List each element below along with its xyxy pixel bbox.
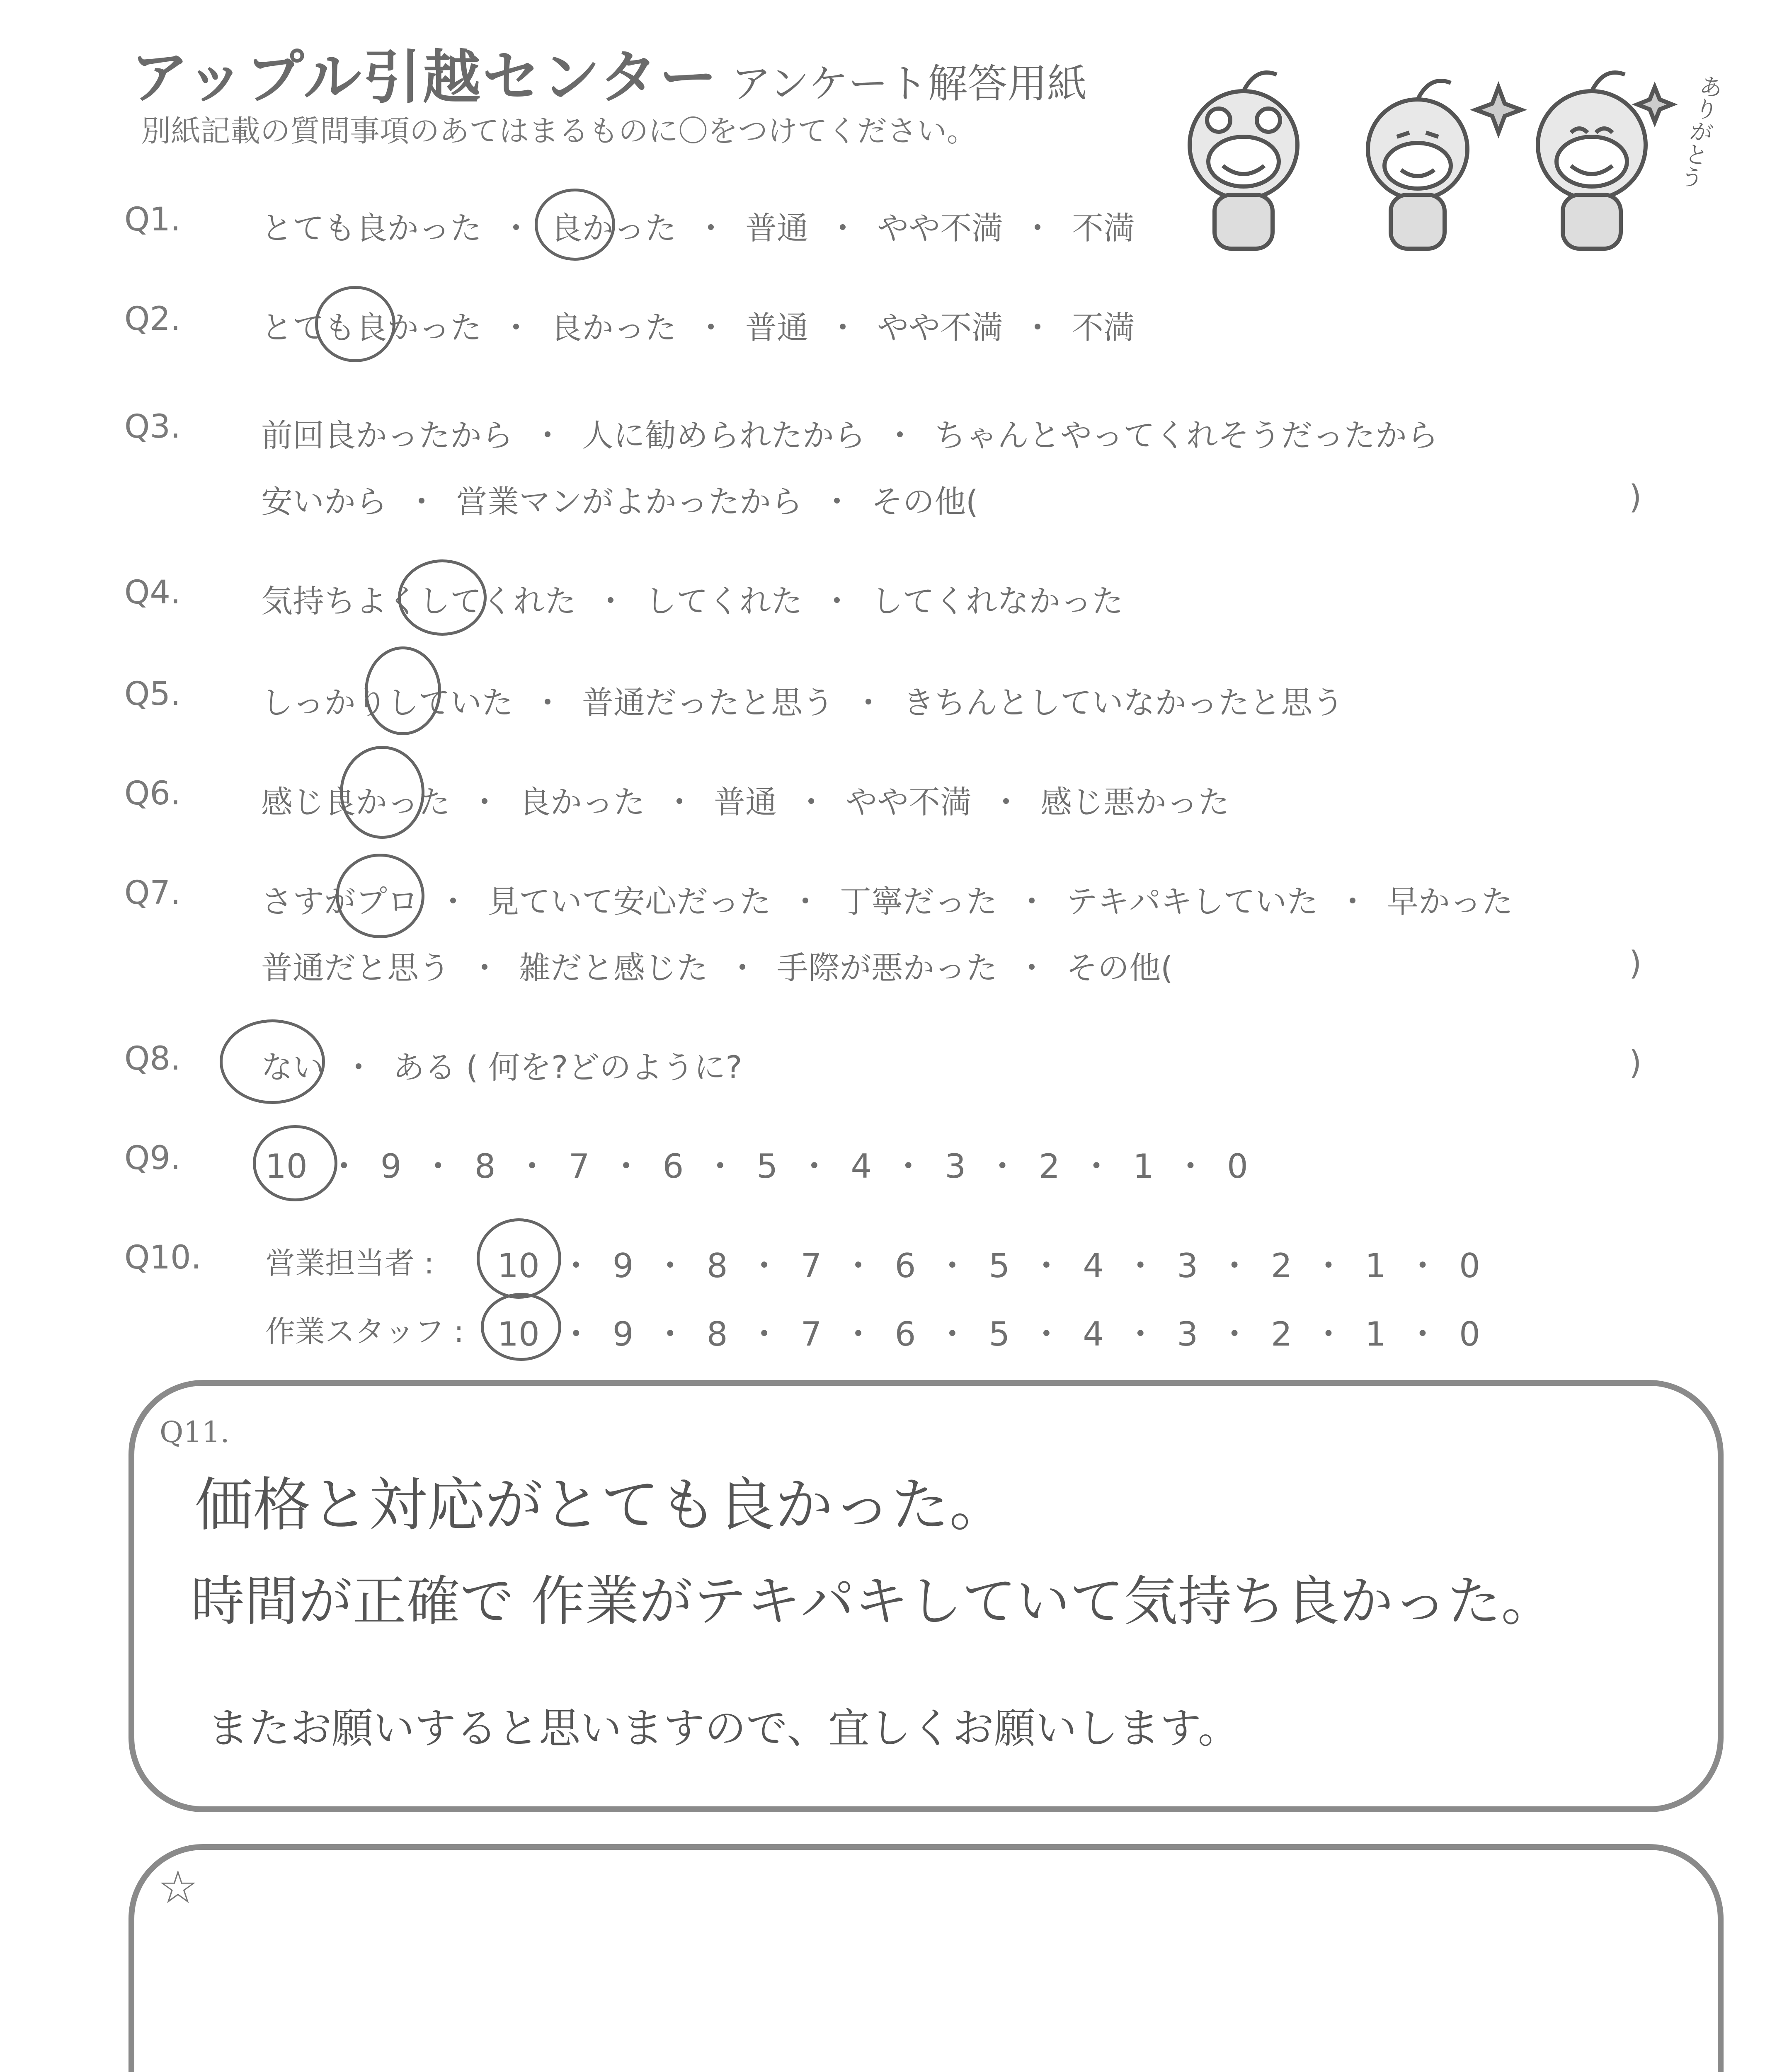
q2-selection-circle	[315, 286, 395, 362]
q10-staff-label: 作業スタッフ :	[265, 1314, 464, 1349]
q7-selection-circle	[336, 854, 424, 938]
q10-label: Q10.	[124, 1239, 201, 1276]
q9-score[interactable]: 8	[474, 1147, 496, 1186]
q6-label: Q6.	[124, 775, 181, 812]
q5-option[interactable]: しっかりしていた	[261, 684, 513, 721]
q3-close-paren: )	[1629, 479, 1642, 516]
q11-label: Q11.	[160, 1415, 230, 1449]
q11-comment-line: 時間が正確で 作業がテキパキしていて気持ち良かった。	[191, 1570, 1555, 1633]
q10-staff-score[interactable]: 9	[612, 1315, 634, 1353]
q10-staff-score[interactable]: 8	[706, 1315, 728, 1353]
q9-score[interactable]: 3	[945, 1147, 966, 1186]
page-title	[131, 31, 1087, 114]
q9-score[interactable]: 9	[380, 1147, 402, 1186]
q9-scale: 10 ・ 9 ・ 8 ・ 7 ・ 6 ・ 5 ・ 4 ・ 3 ・ 2 ・ 1 ・ 0	[265, 1147, 1248, 1186]
company-name: アップル引越センター	[131, 44, 719, 111]
q9-score[interactable]: 7	[568, 1147, 590, 1186]
q10-staff-score[interactable]: 7	[800, 1315, 822, 1353]
q5-label: Q5.	[124, 675, 181, 713]
q10-sales-score[interactable]: 7	[800, 1247, 822, 1285]
q1-option[interactable]: やや不満	[877, 210, 1003, 247]
q10-staff-score[interactable]: 10	[497, 1315, 540, 1353]
q7-options-row2: 普通だと思う ・ 雑だと感じた ・ 手際が悪かった ・ その他(	[261, 943, 1173, 988]
q2-label: Q2.	[124, 300, 181, 338]
q10-sales-scale: 10 ・ 9 ・ 8 ・ 7 ・ 6 ・ 5 ・ 4 ・ 3 ・ 2 ・ 1 ・ 0	[497, 1247, 1480, 1285]
q4-option[interactable]: してくれなかった	[871, 583, 1123, 620]
q2-option[interactable]: とても良かった	[261, 309, 482, 346]
q3-option[interactable]: 前回良かったから	[261, 417, 513, 454]
q10-sales-score[interactable]: 2	[1271, 1247, 1292, 1285]
q9-score[interactable]: 2	[1039, 1147, 1060, 1186]
q1-options: とても良かった ・ 良かった ・ 普通 ・ やや不満 ・ 不満	[261, 203, 1135, 248]
q5-selection-circle	[365, 646, 441, 735]
q10-sales-selection-circle	[477, 1218, 561, 1299]
q10-staff-selection-circle	[481, 1293, 561, 1361]
q10-staff-score[interactable]: 1	[1365, 1315, 1386, 1353]
q10-sales-label: 営業担当者 :	[265, 1246, 434, 1280]
q3-option[interactable]: 営業マンがよかったから	[456, 483, 803, 520]
q7-option[interactable]: 普通だと思う	[261, 949, 450, 986]
q4-label: Q4.	[124, 574, 181, 611]
q10-staff-score[interactable]: 4	[1083, 1315, 1104, 1353]
q7-close-paren: )	[1629, 945, 1642, 982]
q2-option[interactable]: やや不満	[877, 309, 1003, 346]
q1-option[interactable]: 普通	[745, 210, 808, 247]
q10-sales-score[interactable]: 0	[1459, 1247, 1480, 1285]
q11-comment-line: 価格と対応がとても良かった。	[195, 1472, 1008, 1539]
q10-sales-score[interactable]: 4	[1083, 1247, 1104, 1285]
q10-staff-score[interactable]: 6	[895, 1315, 916, 1353]
q8-option[interactable]: ない	[261, 1049, 324, 1086]
q5-option[interactable]: 普通だったと思う	[582, 684, 834, 721]
q10-sales-score[interactable]: 6	[895, 1247, 916, 1285]
q10-sales-score[interactable]: 9	[612, 1247, 634, 1285]
q2-option[interactable]: 普通	[745, 309, 808, 346]
q9-selection-circle	[253, 1125, 337, 1201]
q10-sales-score[interactable]: 5	[989, 1247, 1010, 1285]
q6-options: 感じ良かった ・ 良かった ・ 普通 ・ やや不満 ・ 感じ悪かった	[261, 777, 1229, 822]
q10-sales-score[interactable]: 1	[1365, 1247, 1386, 1285]
q3-options-row2: 安いから ・ 営業マンがよかったから ・ その他(	[261, 477, 978, 522]
q3-label: Q3.	[124, 408, 181, 445]
q8-options: ない ・ ある ( 何を?どのように?	[261, 1042, 742, 1087]
q10-staff-score[interactable]: 2	[1271, 1315, 1292, 1353]
q7-label: Q7.	[124, 874, 181, 912]
q10-staff-scale: 10 ・ 9 ・ 8 ・ 7 ・ 6 ・ 5 ・ 4 ・ 3 ・ 2 ・ 1 ・ 0	[497, 1315, 1480, 1353]
q6-option[interactable]: 感じ悪かった	[1040, 784, 1229, 821]
q9-score[interactable]: 5	[756, 1147, 778, 1186]
q5-option[interactable]: きちんとしていなかったと思う	[903, 684, 1344, 721]
q10-sales-score[interactable]: 8	[706, 1247, 728, 1285]
q11-comment-line: またお願いすると思いますので、宜しくお願いします。	[207, 1704, 1239, 1752]
q4-option[interactable]: してくれた	[645, 583, 803, 620]
q3-option[interactable]: その他(	[871, 483, 978, 520]
star-comment-box[interactable]	[128, 1844, 1724, 2072]
q8-selection-circle	[220, 1019, 325, 1104]
q9-score[interactable]: 1	[1133, 1147, 1154, 1186]
q3-option[interactable]: 安いから	[261, 483, 387, 520]
q10-sales-score[interactable]: 10	[497, 1247, 540, 1285]
q6-option[interactable]: 普通	[714, 784, 777, 821]
q8-close-paren: )	[1629, 1044, 1642, 1082]
q6-option[interactable]: やや不満	[846, 784, 972, 821]
q6-option[interactable]: 感じ良かった	[261, 784, 450, 821]
star-label: ☆	[158, 1861, 199, 1914]
q10-staff-score[interactable]: 0	[1459, 1315, 1480, 1353]
q2-option[interactable]: 良かった	[550, 309, 676, 346]
form-subtitle: アンケート解答用紙	[731, 61, 1087, 107]
q7-option[interactable]: 見ていて安心だった	[487, 883, 771, 920]
q4-options: 気持ちよくしてくれた ・ してくれた ・ してくれなかった	[261, 576, 1123, 621]
q9-score[interactable]: 0	[1227, 1147, 1248, 1186]
q1-option[interactable]: 良かった	[550, 210, 676, 247]
q1-option[interactable]: とても良かった	[261, 210, 482, 247]
q6-option[interactable]: 良かった	[519, 784, 645, 821]
q10-staff-score[interactable]: 5	[989, 1315, 1010, 1353]
q9-score[interactable]: 10	[265, 1147, 308, 1186]
thanks-text: ありがとう	[1674, 72, 1725, 191]
q2-option[interactable]: 不満	[1072, 309, 1135, 346]
q2-options: とても良かった ・ 良かった ・ 普通 ・ やや不満 ・ 不満	[261, 303, 1135, 348]
q10-sales-score[interactable]: 3	[1177, 1247, 1198, 1285]
q7-option[interactable]: 手際が悪かった	[777, 949, 997, 986]
mascot-illustration	[1161, 50, 1741, 257]
q9-score[interactable]: 6	[662, 1147, 684, 1186]
q4-option[interactable]: 気持ちよくしてくれた	[261, 583, 576, 620]
q9-label: Q9.	[124, 1140, 181, 1177]
q5-options: しっかりしていた ・ 普通だったと思う ・ きちんとしていなかったと思う	[261, 678, 1344, 723]
q7-option[interactable]: 丁寧だった	[840, 883, 997, 920]
q7-option[interactable]: テキパキしていた	[1066, 883, 1318, 920]
q8-option[interactable]: ある ( 何を?どのように?	[393, 1049, 742, 1086]
instruction-text: 別紙記載の質問事項のあてはまるものに〇をつけてください。	[141, 114, 977, 148]
q9-score[interactable]: 4	[851, 1147, 872, 1186]
q1-selection-circle	[535, 189, 615, 261]
q8-label: Q8.	[124, 1040, 181, 1077]
q7-option[interactable]: その他(	[1066, 949, 1173, 986]
q6-selection-circle	[340, 746, 424, 839]
q7-options: さすがプロ ・ 見ていて安心だった ・ 丁寧だった ・ テキパキしていた ・ 早かった	[261, 876, 1513, 922]
q7-option[interactable]: 雑だと感じた	[519, 949, 708, 986]
q3-option[interactable]: 人に勧められたから	[582, 417, 866, 454]
q4-selection-circle	[398, 559, 487, 636]
q7-option[interactable]: さすがプロ	[261, 883, 419, 920]
q1-option[interactable]: 不満	[1072, 210, 1135, 247]
q3-options: 前回良かったから ・ 人に勧められたから ・ ちゃんとやってくれそうだったから	[261, 410, 1438, 455]
q3-option[interactable]: ちゃんとやってくれそうだったから	[934, 417, 1438, 454]
q1-label: Q1.	[124, 201, 181, 238]
q10-staff-score[interactable]: 3	[1177, 1315, 1198, 1353]
q7-option[interactable]: 早かった	[1387, 883, 1513, 920]
